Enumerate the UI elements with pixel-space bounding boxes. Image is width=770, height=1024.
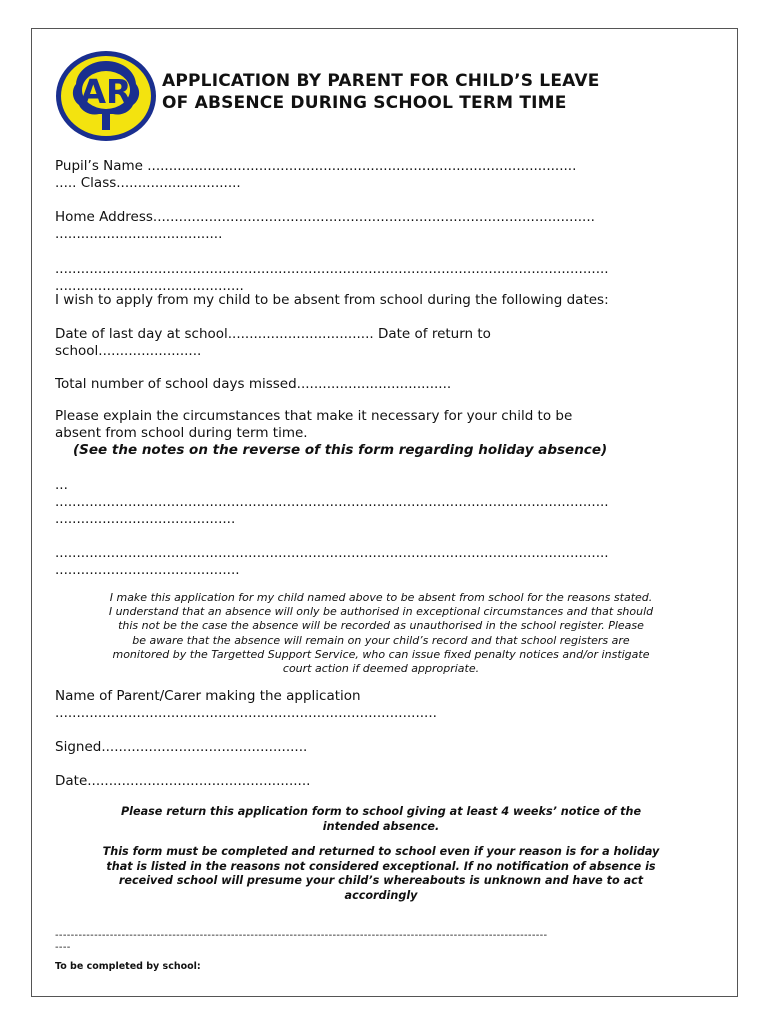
reason-continuation-field[interactable]: ................................................................................................................................. ........................................... bbox=[55, 545, 609, 578]
home-address-continuation[interactable]: ................................................................................................................................. ............................................ bbox=[55, 261, 609, 294]
absence-dates-field[interactable]: Date of last day at school.................................. Date of return to school........................ bbox=[55, 326, 491, 359]
signature-field[interactable]: Signed................................................ bbox=[55, 739, 308, 755]
logo-text: AR bbox=[80, 72, 132, 111]
parent-name-field[interactable]: Name of Parent/Carer making the application ......................................................................................... bbox=[55, 688, 437, 721]
cut-line: ------------------------------------------------------------------------------------------------------------------------------ ---- bbox=[55, 930, 548, 953]
title-line-1: APPLICATION BY PARENT FOR CHILD’S LEAVE bbox=[162, 71, 600, 91]
school-section-label: To be completed by school: bbox=[55, 961, 201, 972]
explain-prompt: Please explain the circumstances that make it necessary for your child to be absent from school during term time. bbox=[55, 408, 573, 441]
title-line-2: OF ABSENCE DURING SCHOOL TERM TIME bbox=[162, 93, 567, 113]
parent-declaration: I make this application for my child named above to be absent from school for the reasons stated. I understand that an absence will only be authorised in exceptional circumstances and that should this not be the case the absence will be recorded as unauthorised in the school register. Please be aware that the absence will remain on your child’s record and that school registers are monitored by the Targetted Support Service, who can issue fixed penalty notices and/or instigate court action if deemed appropriate. bbox=[108, 591, 654, 676]
pupil-name-field[interactable]: Pupil’s Name .................................................................................................... ..... Class............................. bbox=[55, 158, 577, 191]
page-title bbox=[162, 70, 722, 114]
school-logo bbox=[53, 48, 159, 144]
date-field[interactable]: Date.................................................... bbox=[55, 773, 311, 789]
completion-notice: This form must be completed and returned to school even if your reason is for a holiday that is listed in the reasons not considered exceptional. If no notification of absence is received school will presume your child’s whereabouts is unknown and have to act accordingly bbox=[102, 845, 660, 902]
home-address-field[interactable]: Home Address....................................................................................................... ....................................... bbox=[55, 209, 595, 242]
return-notice: Please return this application form to school giving at least 4 weeks’ notice of the intended absence. bbox=[120, 805, 642, 833]
holiday-notes-reference: (See the notes on the reverse of this form regarding holiday absence) bbox=[73, 442, 608, 458]
apply-statement: I wish to apply from my child to be absent from school during the following dates: bbox=[55, 292, 609, 308]
days-missed-field[interactable]: Total number of school days missed.................................... bbox=[55, 376, 452, 392]
reason-field[interactable]: ... ................................................................................................................................. .......................................... bbox=[55, 477, 609, 527]
